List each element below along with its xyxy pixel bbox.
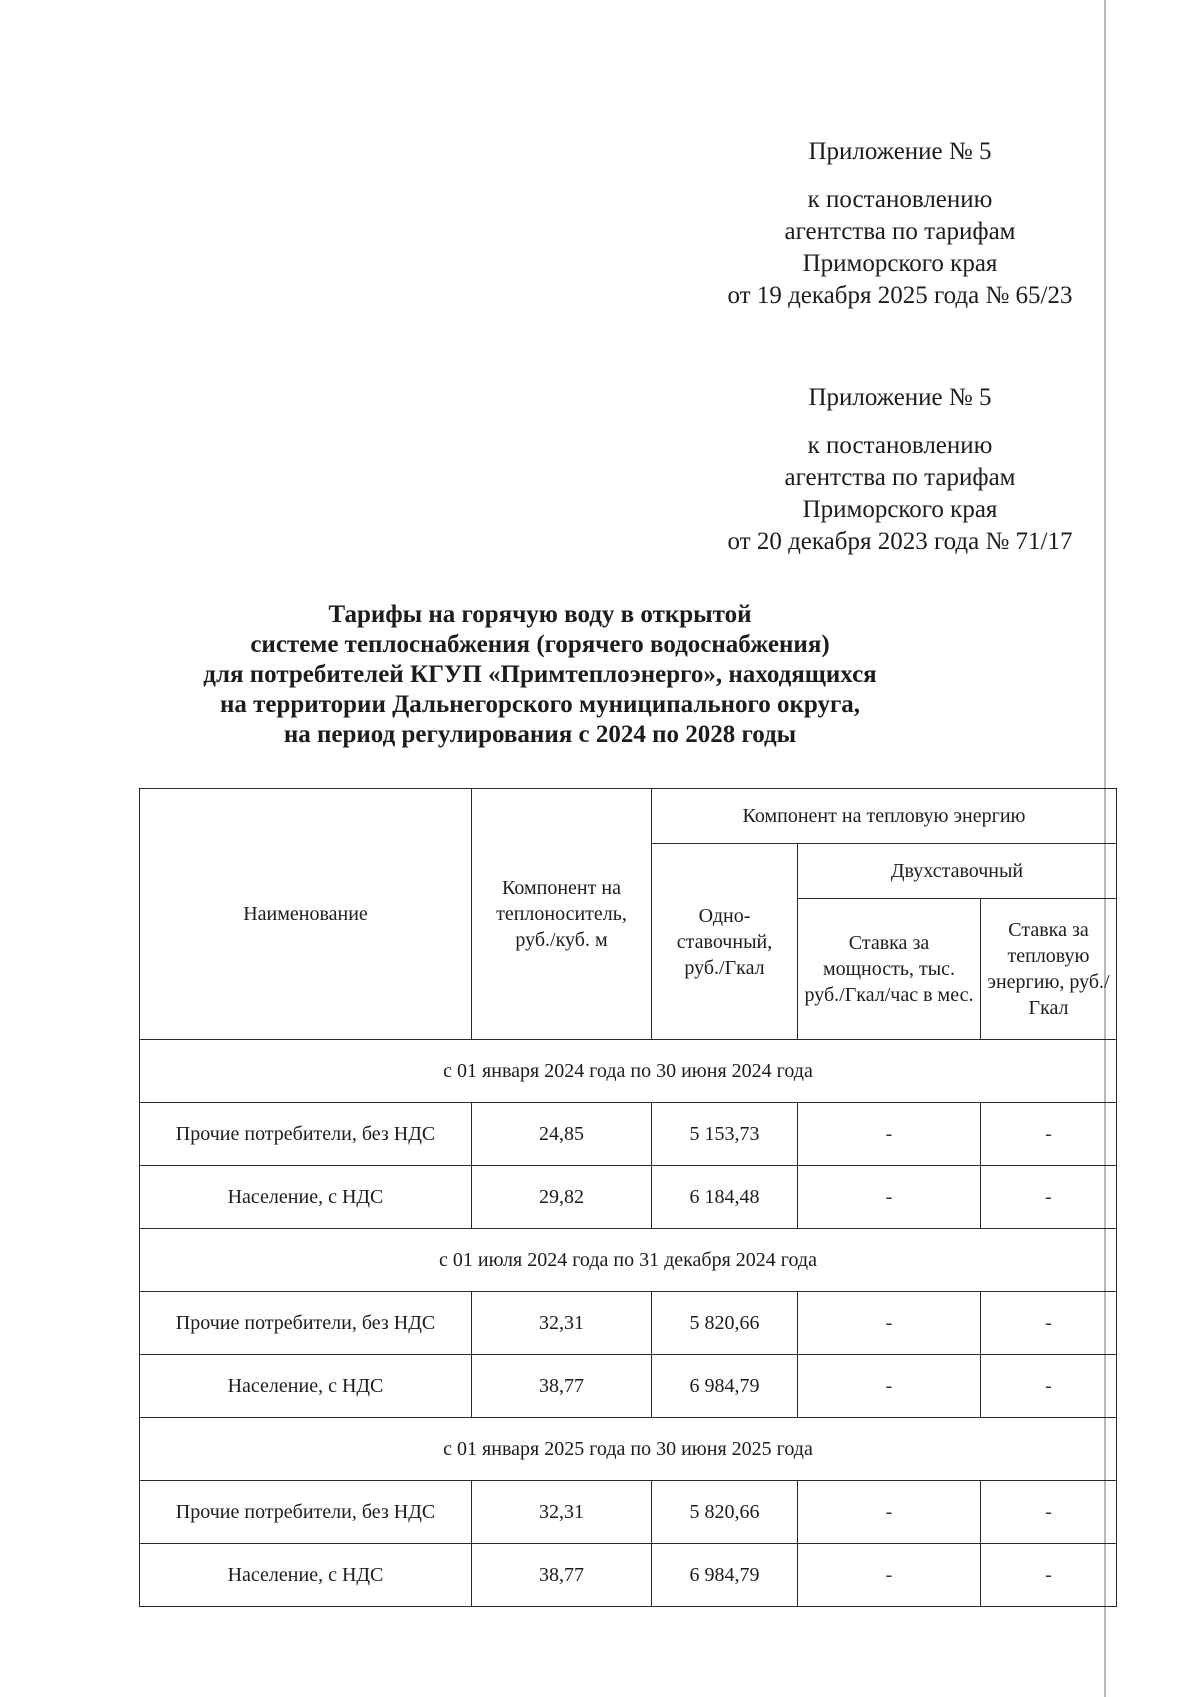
appendix-line: агентства по тарифам bbox=[784, 218, 1016, 245]
carrier-value: 29,82 bbox=[472, 1166, 652, 1229]
energy-rate-value: - bbox=[981, 1355, 1117, 1418]
capacity-rate-value: - bbox=[798, 1481, 981, 1544]
period-row: с 01 июля 2024 года по 31 декабря 2024 года bbox=[140, 1229, 1117, 1292]
title-line: для потребителей КГУП «Примтеплоэнерго», находящихся bbox=[203, 661, 877, 688]
single-rate-value: 6 984,79 bbox=[652, 1544, 798, 1607]
single-rate-value: 5 820,66 bbox=[652, 1481, 798, 1544]
consumer-name: Прочие потребители, без НДС bbox=[140, 1103, 472, 1166]
appendix-line: Приморского края bbox=[802, 250, 998, 277]
table-row bbox=[140, 1103, 1117, 1166]
appendix-header-current bbox=[700, 136, 1100, 312]
period-row: с 01 января 2025 года по 30 июня 2025 года bbox=[140, 1418, 1117, 1481]
header-single-rate: Одно-ставочный, руб./Гкал bbox=[652, 844, 798, 1040]
consumer-name: Прочие потребители, без НДС bbox=[140, 1292, 472, 1355]
table-row bbox=[140, 1355, 1117, 1418]
energy-rate-value: - bbox=[981, 1166, 1117, 1229]
carrier-value: 38,77 bbox=[472, 1355, 652, 1418]
header-energy-rate: Ставка за тепловую энергию, руб./Гкал bbox=[981, 899, 1117, 1040]
appendix-line: к постановлению bbox=[807, 432, 993, 459]
table-row bbox=[140, 1292, 1117, 1355]
energy-rate-value: - bbox=[981, 1103, 1117, 1166]
table-row bbox=[140, 1544, 1117, 1607]
header-thermal: Компонент на тепловую энергию bbox=[652, 789, 1117, 844]
table-row bbox=[140, 1481, 1117, 1544]
title-line: системе теплоснабжения (горячего водоснабжения) bbox=[250, 631, 830, 658]
appendix-line: Приморского края bbox=[802, 496, 998, 523]
appendix-line: агентства по тарифам bbox=[784, 464, 1016, 491]
single-rate-value: 6 184,48 bbox=[652, 1166, 798, 1229]
appendix-title: Приложение № 5 bbox=[808, 138, 992, 165]
table-row bbox=[140, 1166, 1117, 1229]
header-two-rate: Двухставочный bbox=[798, 844, 1117, 899]
energy-rate-value: - bbox=[981, 1481, 1117, 1544]
energy-rate-value: - bbox=[981, 1544, 1117, 1607]
consumer-name: Население, с НДС bbox=[140, 1355, 472, 1418]
title-line: на территории Дальнегорского муниципального округа, bbox=[219, 691, 861, 718]
energy-rate-value: - bbox=[981, 1292, 1117, 1355]
title-line: Тарифы на горячую воду в открытой bbox=[328, 601, 752, 628]
carrier-value: 24,85 bbox=[472, 1103, 652, 1166]
header-capacity-rate: Ставка за мощность, тыс. руб./Гкал/час в мес. bbox=[798, 899, 981, 1040]
single-rate-value: 5 153,73 bbox=[652, 1103, 798, 1166]
capacity-rate-value: - bbox=[798, 1355, 981, 1418]
consumer-name: Прочие потребители, без НДС bbox=[140, 1481, 472, 1544]
appendix-header-original bbox=[700, 382, 1100, 558]
capacity-rate-value: - bbox=[798, 1292, 981, 1355]
single-rate-value: 6 984,79 bbox=[652, 1355, 798, 1418]
document-title bbox=[150, 600, 930, 750]
appendix-line: к постановлению bbox=[807, 186, 993, 213]
header-carrier: Компонент на теплоноситель, руб./куб. м bbox=[472, 789, 652, 1040]
appendix-line: от 19 декабря 2025 года № 65/23 bbox=[727, 282, 1073, 309]
appendix-title: Приложение № 5 bbox=[808, 384, 992, 411]
consumer-name: Население, с НДС bbox=[140, 1544, 472, 1607]
appendix-line: от 20 декабря 2023 года № 71/17 bbox=[727, 528, 1073, 555]
capacity-rate-value: - bbox=[798, 1103, 981, 1166]
tariff-table bbox=[139, 788, 1117, 1607]
carrier-value: 32,31 bbox=[472, 1481, 652, 1544]
carrier-value: 32,31 bbox=[472, 1292, 652, 1355]
consumer-name: Население, с НДС bbox=[140, 1166, 472, 1229]
carrier-value: 38,77 bbox=[472, 1544, 652, 1607]
single-rate-value: 5 820,66 bbox=[652, 1292, 798, 1355]
capacity-rate-value: - bbox=[798, 1544, 981, 1607]
capacity-rate-value: - bbox=[798, 1166, 981, 1229]
title-line: на период регулирования с 2024 по 2028 годы bbox=[283, 721, 797, 748]
period-row: с 01 января 2024 года по 30 июня 2024 года bbox=[140, 1040, 1117, 1103]
header-name: Наименование bbox=[140, 789, 472, 1040]
